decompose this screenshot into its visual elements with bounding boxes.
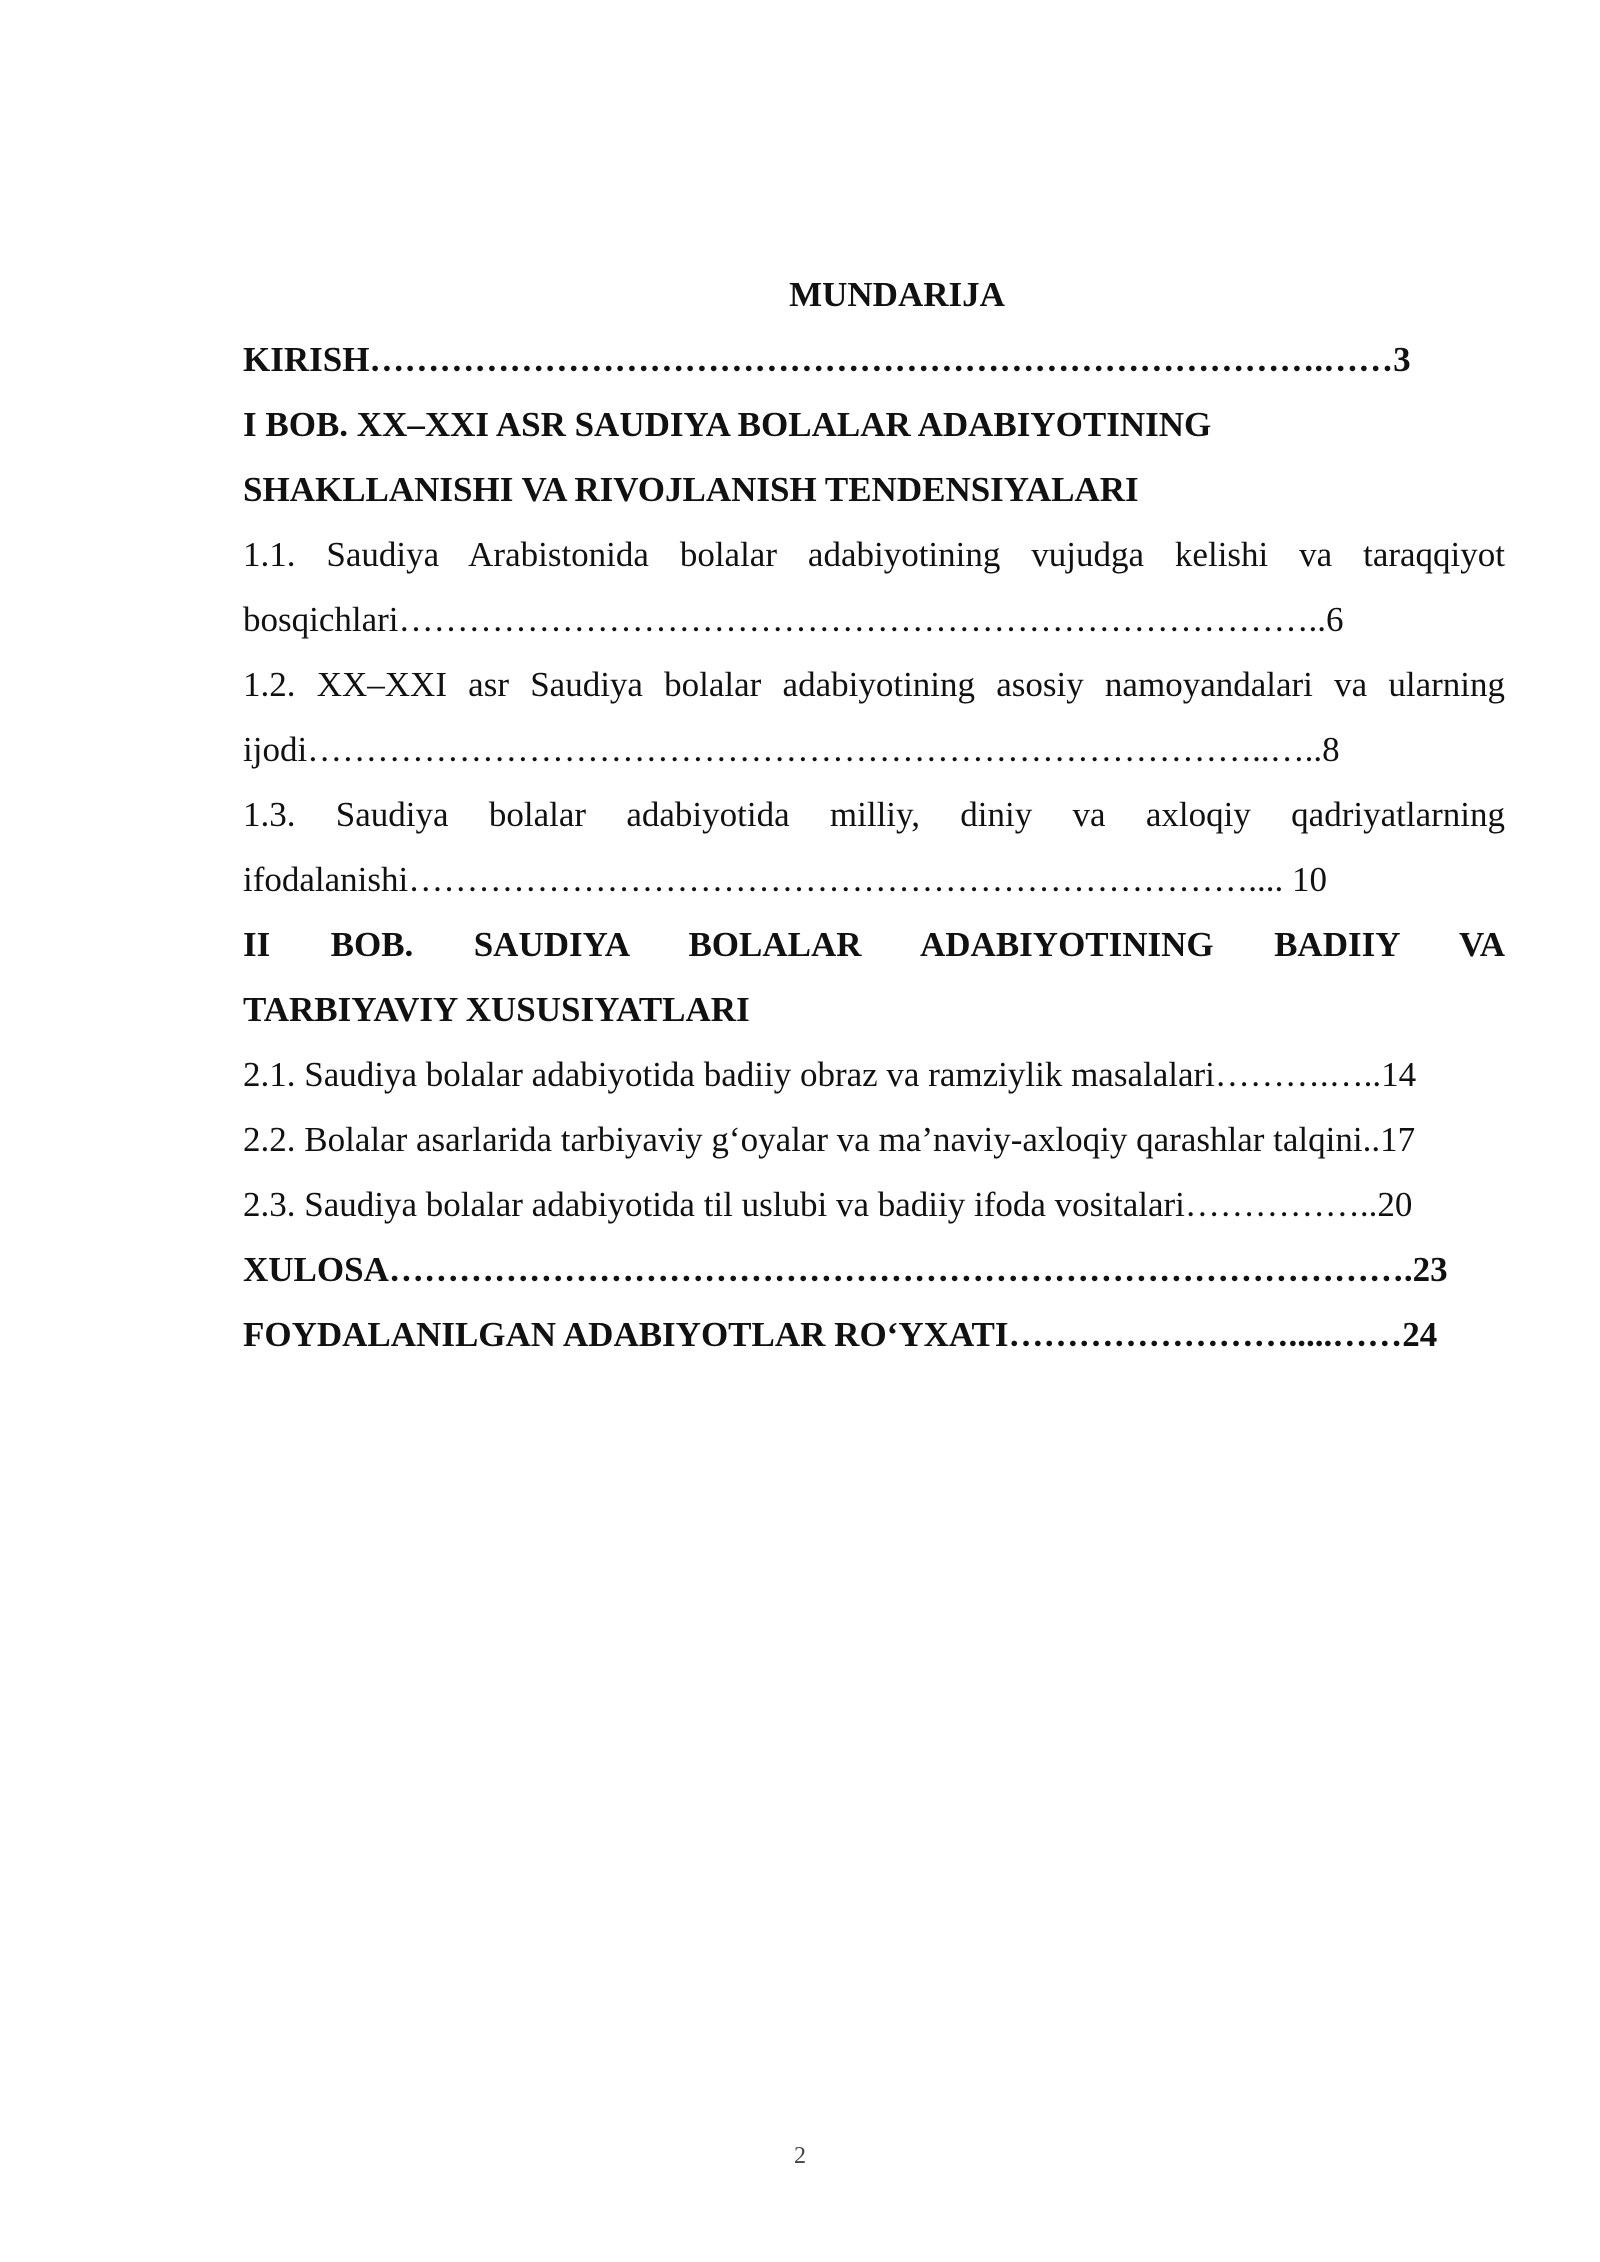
toc-section-1-1-line-1: 1.1. Saudiya Arabistonida bolalar adabiyotining vujudga kelishi va taraqqiyot	[243, 535, 1505, 574]
toc-entry-conclusion: XULOSA…………………………………………………………………………….23	[243, 1250, 1448, 1289]
toc-chapter-2-heading-line-1: II BOB. SAUDIYA BOLALAR ADABIYOTINING BADIIY VA	[243, 925, 1505, 964]
page-number: 2	[794, 2143, 806, 2169]
toc-chapter-1-heading-line-2: SHAKLLANISHI VA RIVOJLANISH TENDENSIYALARI	[243, 470, 1139, 509]
toc-section-2-1: 2.1. Saudiya bolalar adabiyotida badiiy obraz va ramziylik masalalari……….…..14	[243, 1055, 1417, 1094]
toc-entry-references: FOYDALANILGAN ADABIYOTLAR RO‘YXATI…………………….....……24	[243, 1315, 1438, 1354]
toc-section-1-1-line-2: bosqichlari……………………………………………………………………..6	[243, 600, 1344, 639]
table-of-contents	[243, 262, 1505, 1367]
toc-title: MUNDARIJA	[789, 275, 1005, 314]
toc-entry-introduction: KIRISH……………………………………………………………………….……3	[243, 340, 1411, 379]
toc-section-2-3: 2.3. Saudiya bolalar adabiyotida til uslubi va badiiy ifoda vositalari……………..20	[243, 1185, 1413, 1224]
toc-section-1-2-line-1: 1.2. XX–XXI asr Saudiya bolalar adabiyotining asosiy namoyandalari va ularning	[243, 665, 1505, 704]
toc-chapter-1-heading-line-1: I BOB. XX–XXI ASR SAUDIYA BOLALAR ADABIYOTINING	[243, 405, 1212, 444]
toc-chapter-2-heading-line-2: TARBIYAVIY XUSUSIYATLARI	[243, 990, 750, 1029]
toc-section-1-2-line-2: ijodi………………………………………………………………………..…..8	[243, 730, 1340, 769]
toc-section-1-3-line-1: 1.3. Saudiya bolalar adabiyotida milliy, diniy va axloqiy qadriyatlarning	[243, 795, 1505, 834]
toc-section-2-2: 2.2. Bolalar asarlarida tarbiyaviy g‘oyalar va ma’naviy-axloqiy qarashlar talqini..17	[243, 1120, 1416, 1159]
toc-section-1-3-line-2: ifodalanishi……………………………………………………………….... 10	[243, 860, 1327, 899]
